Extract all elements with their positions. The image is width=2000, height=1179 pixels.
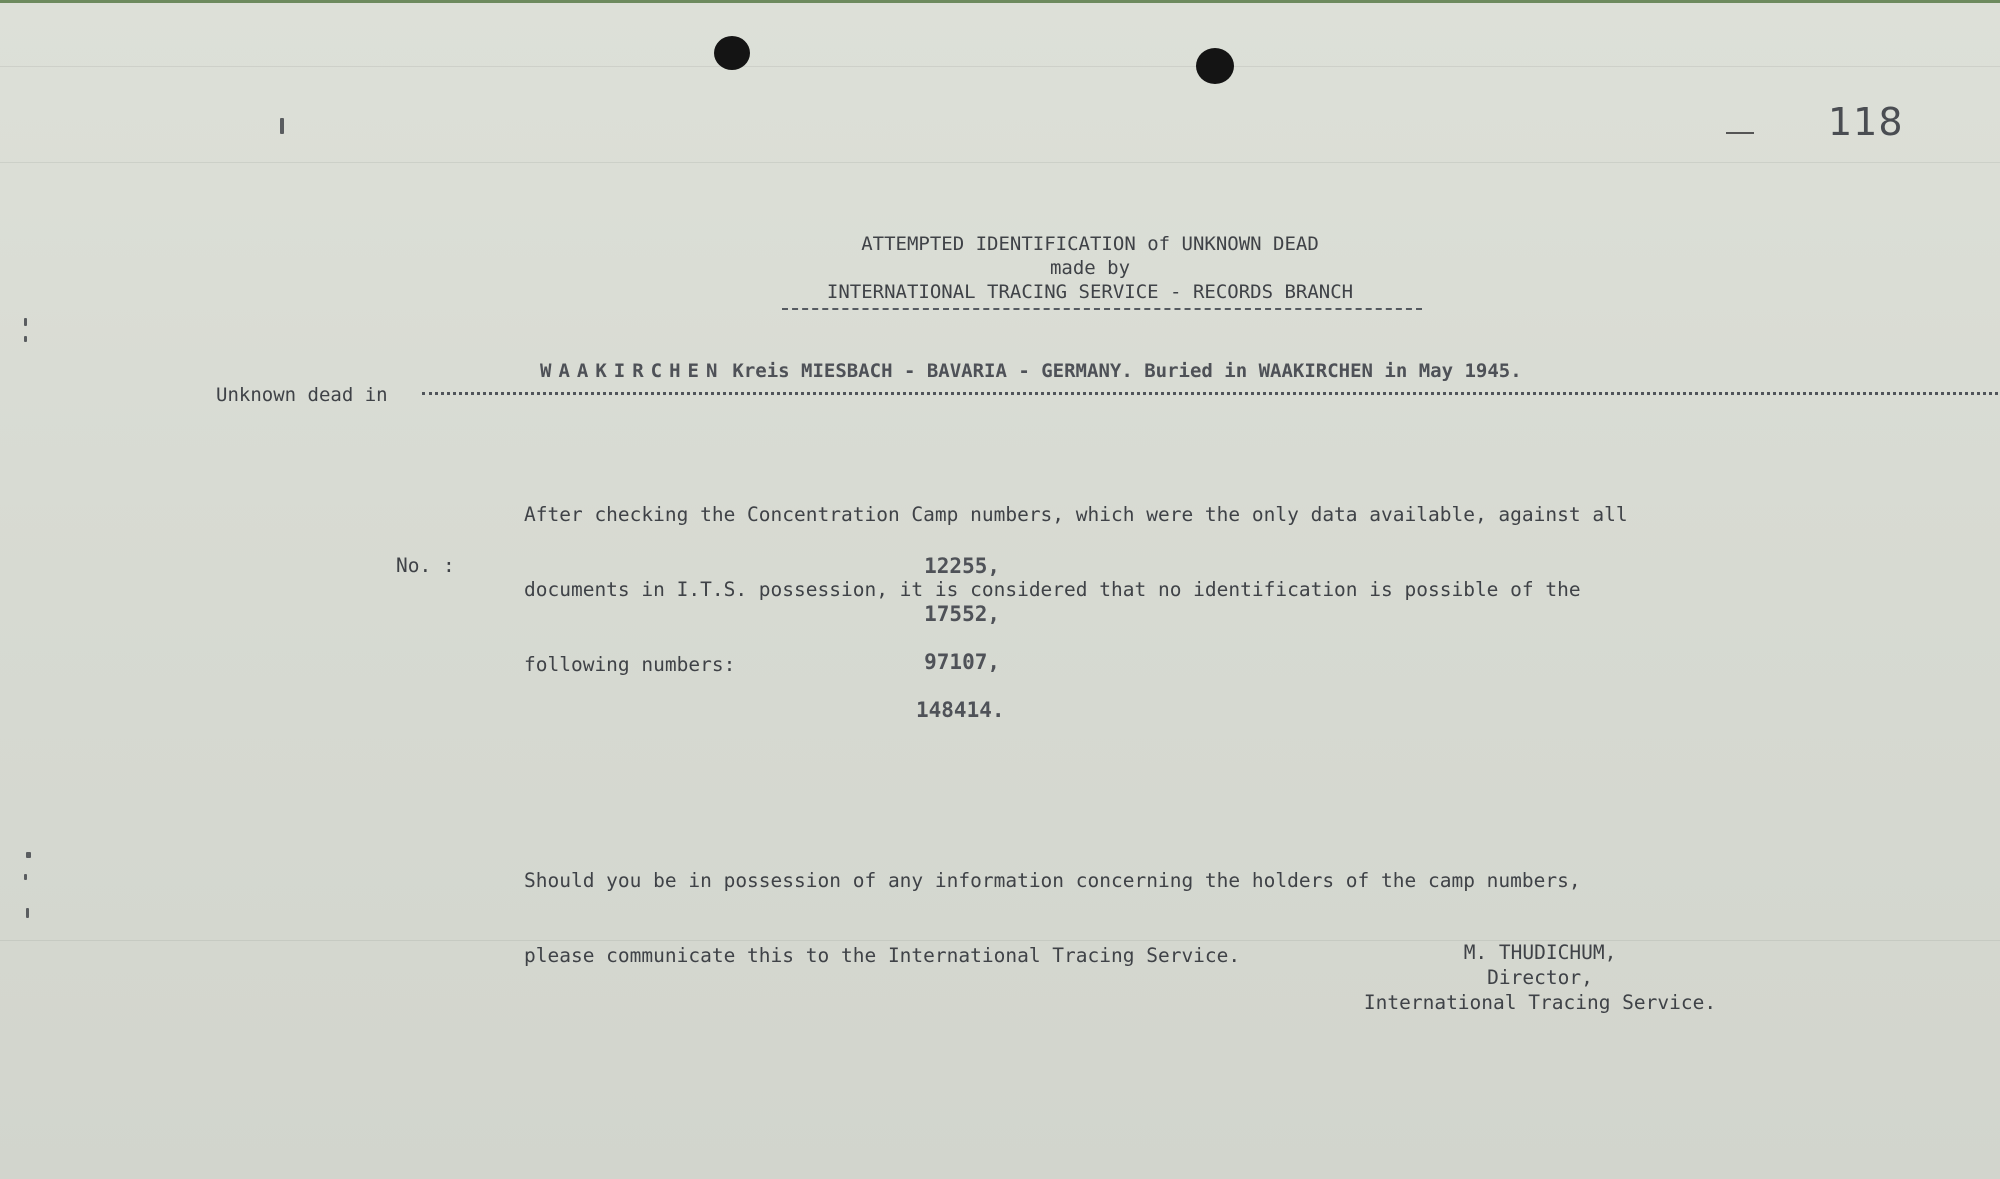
page-number: 118: [1828, 100, 1904, 144]
paper-ruling-line: [0, 66, 2000, 67]
header-title: ATTEMPTED IDENTIFICATION of UNKNOWN DEAD: [861, 233, 1319, 255]
location-details: Kreis MIESBACH - BAVARIA - GERMANY. Buried in WAAKIRCHEN in May 1945.: [732, 360, 1522, 382]
camp-number: 17552,: [924, 602, 1000, 626]
document-header: [760, 232, 1420, 304]
page-number-mark: [1726, 132, 1754, 134]
paragraph-line: Should you be in possession of any information concerning the holders of the camp numbers,: [524, 869, 1581, 892]
margin-speck: [26, 852, 31, 858]
signature-block: [1200, 940, 1880, 1015]
signatory-name: M. THUDICHUM,: [1463, 941, 1617, 964]
paper-ruling-line: [0, 162, 2000, 163]
paper-top-edge: [0, 0, 2000, 3]
town-name: WAAKIRCHEN: [540, 360, 725, 382]
numbers-label: No. :: [396, 554, 455, 577]
margin-speck: [24, 336, 27, 342]
margin-speck: [280, 118, 284, 134]
paragraph-checking: [524, 452, 1628, 727]
punch-hole-right: [1196, 48, 1234, 84]
signatory-title: Director,: [1487, 966, 1593, 989]
camp-number: 97107,: [924, 650, 1000, 674]
camp-number: 148414.: [916, 698, 1005, 722]
dotted-fill-line: [422, 392, 1998, 395]
paragraph-line: please communicate this to the International Tracing Service.: [524, 944, 1241, 967]
header-subtitle: made by: [1049, 257, 1131, 279]
margin-speck: [24, 318, 27, 326]
burial-location: [540, 360, 1522, 382]
punch-hole-left: [714, 36, 750, 70]
header-dashed-rule: [782, 308, 1422, 310]
margin-speck: [26, 908, 29, 918]
paragraph-line: documents in I.T.S. possession, it is considered that no identification is possible of the: [524, 578, 1581, 601]
paragraph-line: following numbers:: [524, 653, 736, 676]
paragraph-line: After checking the Concentration Camp numbers, which were the only data available, against all: [524, 503, 1628, 526]
unknown-dead-label: Unknown dead in: [216, 384, 388, 406]
camp-number: 12255,: [924, 554, 1000, 578]
margin-speck: [24, 874, 27, 880]
signatory-organization: International Tracing Service.: [1363, 991, 1717, 1014]
header-organization: INTERNATIONAL TRACING SERVICE - RECORDS BRANCH: [826, 281, 1354, 303]
